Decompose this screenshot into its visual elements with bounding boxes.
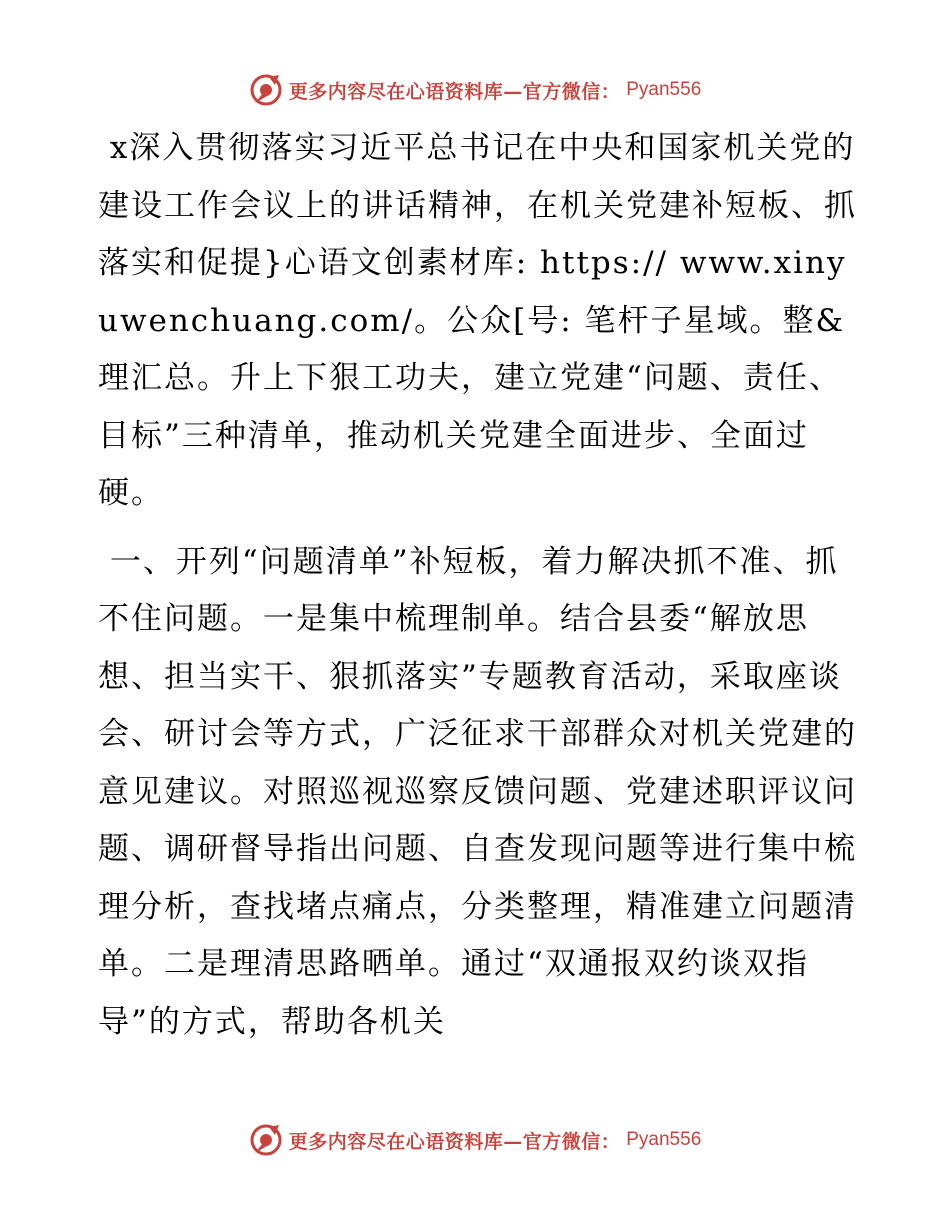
document-body xyxy=(98,120,858,1051)
intro-paragraph: x深入贯彻落实习近平总书记在中央和国家机关党的建设工作会议上的讲话精神，在机关党建补短板、抓落实和促提}心语文创素材库: https:// www.xinyuwenchuang.com/。公众[号: 笔杆子星域。整&理汇总。升上下狠工功夫，建立党建“问题、责任、目标”三种清单，推动机关党建全面进步、全面过硬。 xyxy=(98,130,857,511)
watermark-contact: Pyan556 xyxy=(626,79,702,100)
header-watermark-banner xyxy=(0,70,950,110)
footer-watermark-banner xyxy=(0,1120,950,1160)
brush-logo-icon xyxy=(249,73,283,107)
brush-logo-icon xyxy=(249,1123,283,1157)
section-one-paragraph: 一、开列“问题清单”补短板，着力解决抓不准、抓不住问题。一是集中梳理制单。结合县委“解放思想、担当实干、狠抓落实”专题教育活动，采取座谈会、研讨会等方式，广泛征求干部群众对机关党建的意见建议。对照巡视巡察反馈问题、党建述职评议问题、调研督导指出问题、自查发现问题等进行集中梳理分析，查找堵点痛点，分类整理，精准建立问题清单。二是理清思路晒单。通过“双通报双约谈双指导”的方式，帮助各机关 xyxy=(98,543,857,1040)
watermark-text: 更多内容尽在心语资料库—官方微信： xyxy=(288,80,621,103)
watermark-contact: Pyan556 xyxy=(626,1129,702,1150)
watermark-text: 更多内容尽在心语资料库—官方微信： xyxy=(288,1130,621,1153)
